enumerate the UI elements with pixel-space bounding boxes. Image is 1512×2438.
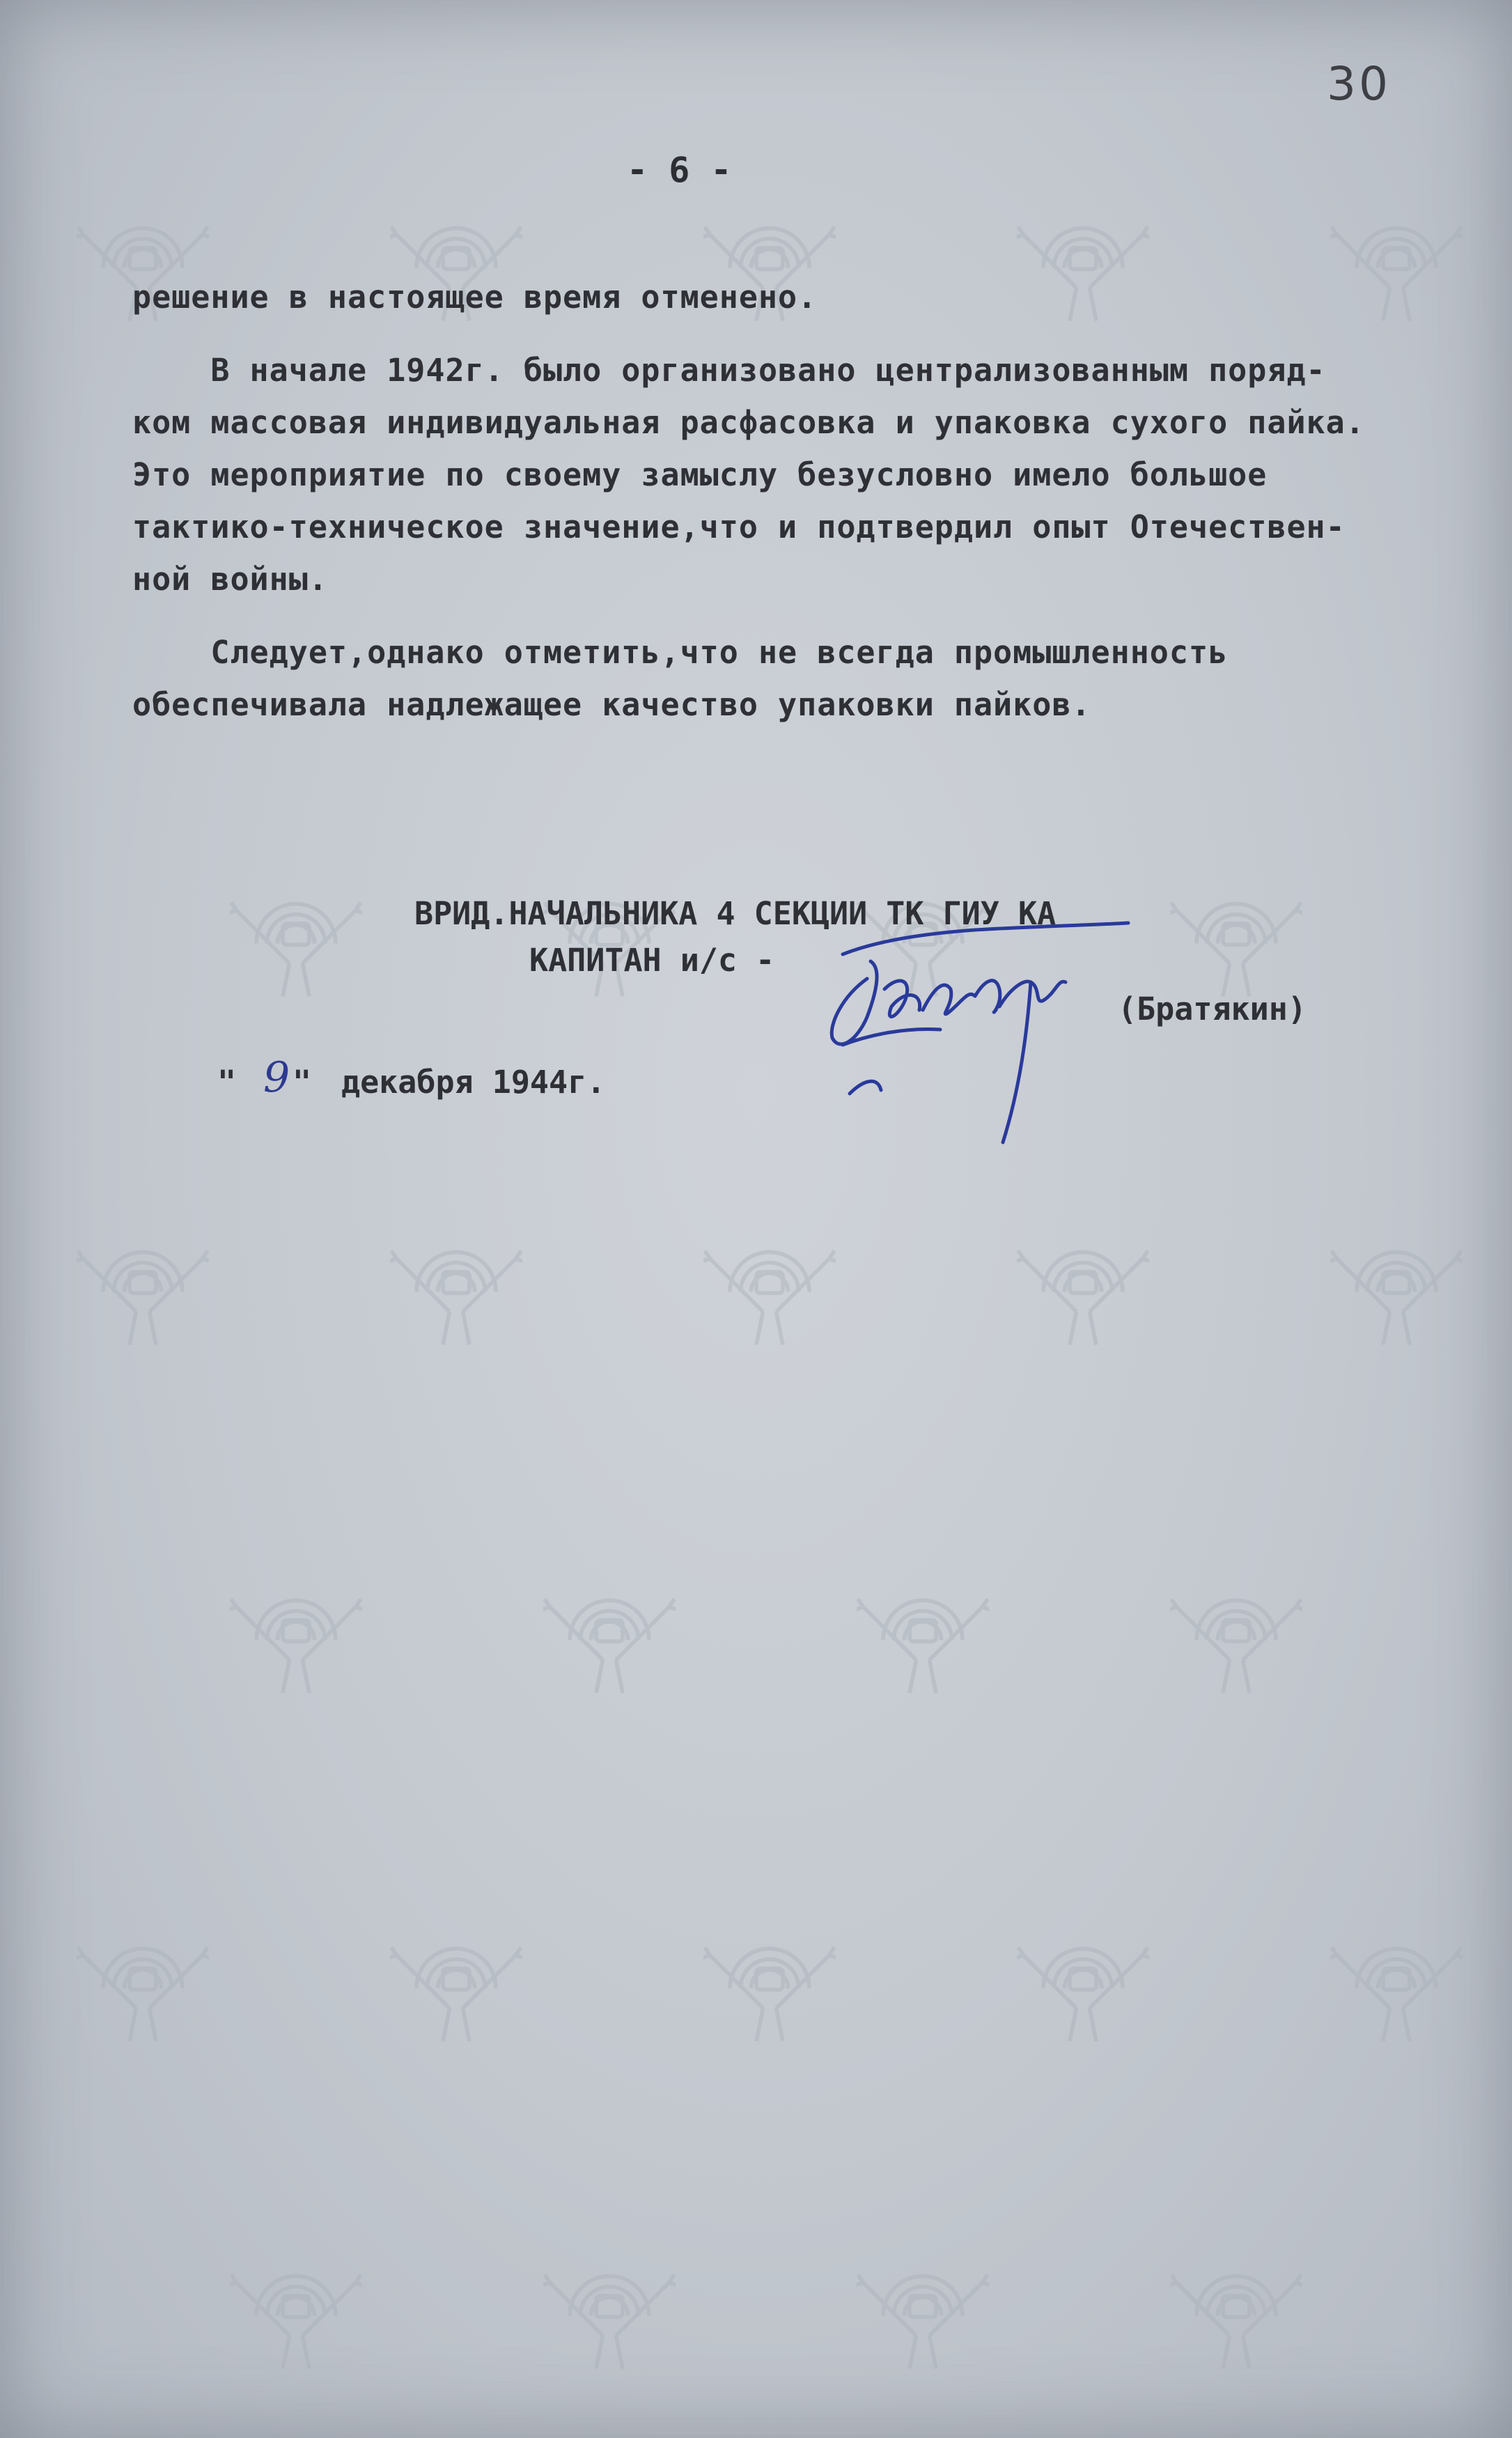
paragraph-2-line-1: В начале 1942г. было организовано централизованным поряд- <box>132 352 1326 389</box>
archive-emblem-watermark <box>1017 1916 1149 2048</box>
paragraph-2-line-4: тактико-техническое значение,что и подтвердил опыт Отечествен- <box>132 508 1346 545</box>
archive-emblem-watermark <box>857 2243 989 2375</box>
paragraph-1-line-1: решение в настоящее время отменено. <box>132 279 818 316</box>
archive-emblem-watermark <box>543 1567 676 1700</box>
paragraph-3-line-1: Следует,однако отметить,что не всегда промышленность <box>132 634 1229 671</box>
archive-emblem-watermark <box>390 1916 522 2048</box>
paragraph-2-line-3: Это мероприятие по своему замыслу безусловно имело большое <box>132 456 1268 493</box>
archive-emblem-watermark <box>230 1567 362 1700</box>
paragraph-2-line-5: ной войны. <box>132 561 328 598</box>
archive-emblem-watermark <box>77 1916 209 2048</box>
archive-emblem-watermark <box>703 1219 836 1351</box>
archive-emblem-watermark <box>230 871 362 1003</box>
archive-emblem-watermark <box>77 1219 209 1351</box>
archive-emblem-watermark <box>1330 1916 1463 2048</box>
archive-emblem-watermark <box>703 1916 836 2048</box>
archive-emblem-watermark <box>390 1219 522 1351</box>
date-month-year: декабря 1944г. <box>341 1064 606 1101</box>
archive-emblem-watermark <box>1170 2243 1302 2375</box>
paragraph-3-line-2: обеспечивала надлежащее качество упаковки пайков. <box>132 686 1091 723</box>
date-day-handwritten: 9 <box>263 1053 290 1102</box>
paragraph-2-line-2: ком массовая индивидуальная расфасовка и упаковка сухого пайка. <box>132 404 1365 441</box>
archive-emblem-watermark <box>1170 871 1302 1003</box>
archive-emblem-watermark <box>1017 195 1149 327</box>
archive-emblem-watermark <box>543 2243 676 2375</box>
page-number: - 6 - <box>627 150 732 190</box>
signatory-name: (Братякин) <box>1118 991 1307 1027</box>
date-open-quote: " <box>217 1064 237 1101</box>
signatory-rank: КАПИТАН и/с - <box>529 942 775 979</box>
signatory-title: ВРИД.НАЧАЛЬНИКА 4 СЕКЦИИ ТК ГИУ КА <box>414 895 1057 932</box>
archive-emblem-watermark <box>1330 195 1463 327</box>
handwritten-signature <box>801 913 1135 1149</box>
archive-emblem-watermark <box>230 2243 362 2375</box>
archive-page-number: 30 <box>1327 57 1391 111</box>
archive-emblem-watermark <box>857 1567 989 1700</box>
archive-emblem-watermark <box>1170 1567 1302 1700</box>
archive-emblem-watermark <box>1330 1219 1463 1351</box>
archive-emblem-watermark <box>543 871 676 1003</box>
date-close-quote: " <box>293 1064 312 1101</box>
archive-emblem-watermark <box>1017 1219 1149 1351</box>
